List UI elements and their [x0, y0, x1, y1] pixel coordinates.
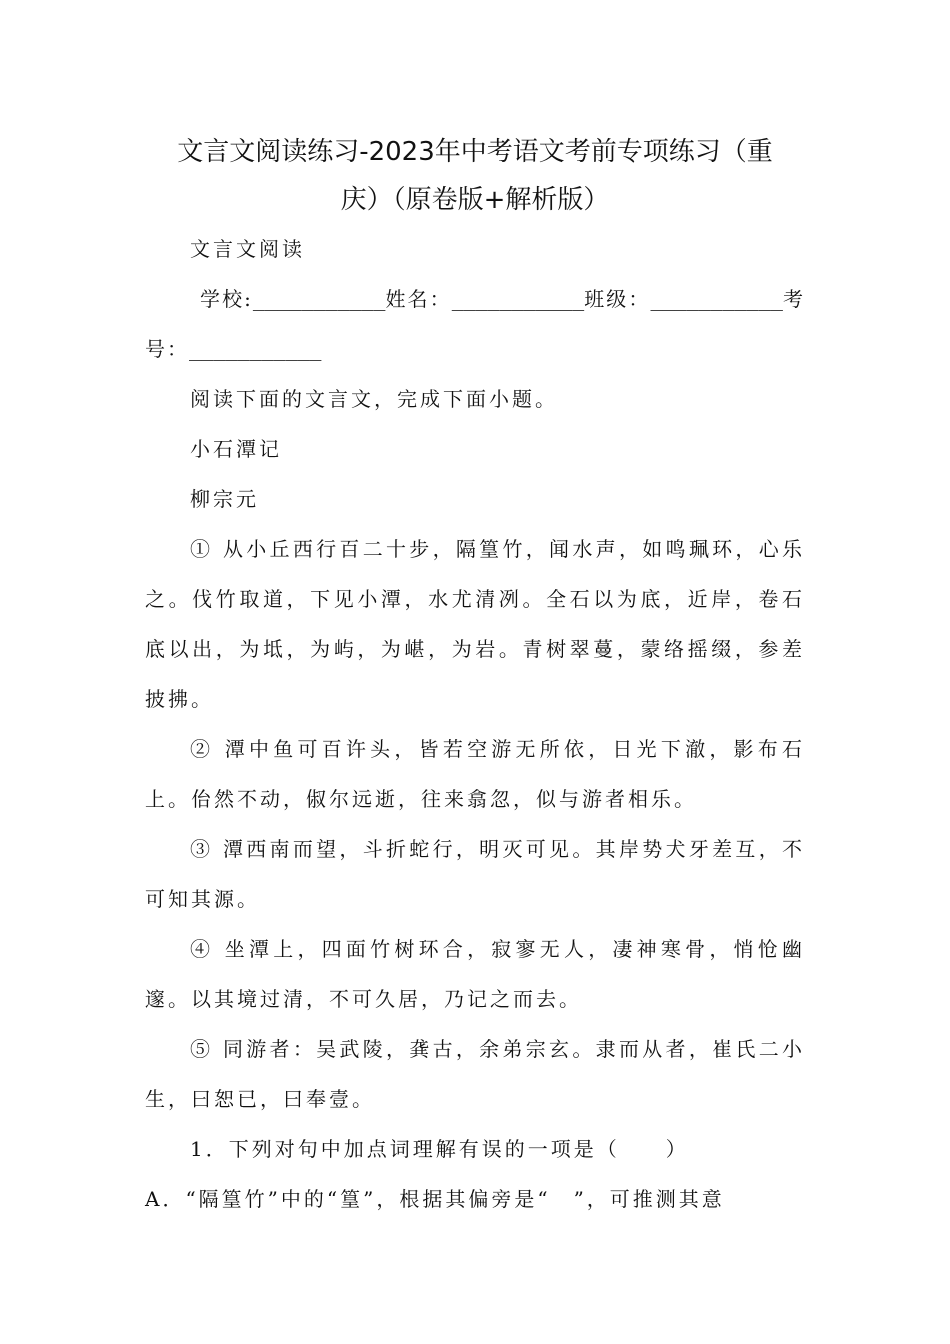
exam-id-blank: ___________ [189, 337, 322, 361]
passage-paragraph-2: ② 潭中鱼可百许头，皆若空游无所依，日光下澈，影布石上。佁然不动，俶尔远逝，往来翕忽，似与游者相乐。 [145, 737, 805, 811]
student-info-fields [145, 274, 805, 374]
document-title [145, 128, 805, 224]
name-label: 姓名： [385, 287, 452, 311]
name-blank: ___________ [451, 287, 585, 311]
title-line-1: 文言文阅读练习-2023年中考语文考前专项练习（重 [177, 137, 773, 167]
passage-paragraph-1: ① 从小丘西行百二十步，隔篁竹，闻水声，如鸣珮环，心乐之。伐竹取道，下见小潭，水尤清冽。全石以为底，近岸，卷石底以出，为坻，为屿，为嵁，为岩。青树翠蔓，蒙络摇缀，参差披拂。 [145, 537, 805, 711]
question-1: 1．下列对句中加点词理解有误的一项是（ ） [190, 1137, 689, 1161]
passage-paragraph-3: ③ 潭西南而望，斗折蛇行，明灭可见。其岸势犬牙差互，不可知其源。 [145, 837, 805, 911]
exam-id-label: 考号： [145, 287, 806, 361]
instruction-text: 阅读下面的文言文，完成下面小题。 [190, 387, 558, 411]
section-heading: 文言文阅读 [190, 237, 305, 261]
title-line-2: 庆）（原卷版+解析版） [340, 185, 610, 215]
class-blank: ___________ [650, 287, 783, 311]
class-label: 班级： [584, 287, 651, 311]
school-blank: ___________ [252, 287, 386, 311]
passage-title: 小石潭记 [190, 437, 282, 461]
school-label: 学校: [200, 287, 253, 311]
question-1-option-a: A．“隔篁竹”中的“篁”，根据其偏旁是“ ”，可推测其意 [145, 1187, 725, 1211]
passage-paragraph-5: ⑤ 同游者：吴武陵，龚古，余弟宗玄。隶而从者，崔氏二小生，曰恕已，曰奉壹。 [145, 1037, 805, 1111]
passage-paragraph-4: ④ 坐潭上，四面竹树环合，寂寥无人，凄神寒骨，悄怆幽邃。以其境过清，不可久居，乃记之而去。 [145, 937, 805, 1011]
passage-author: 柳宗元 [190, 487, 259, 511]
